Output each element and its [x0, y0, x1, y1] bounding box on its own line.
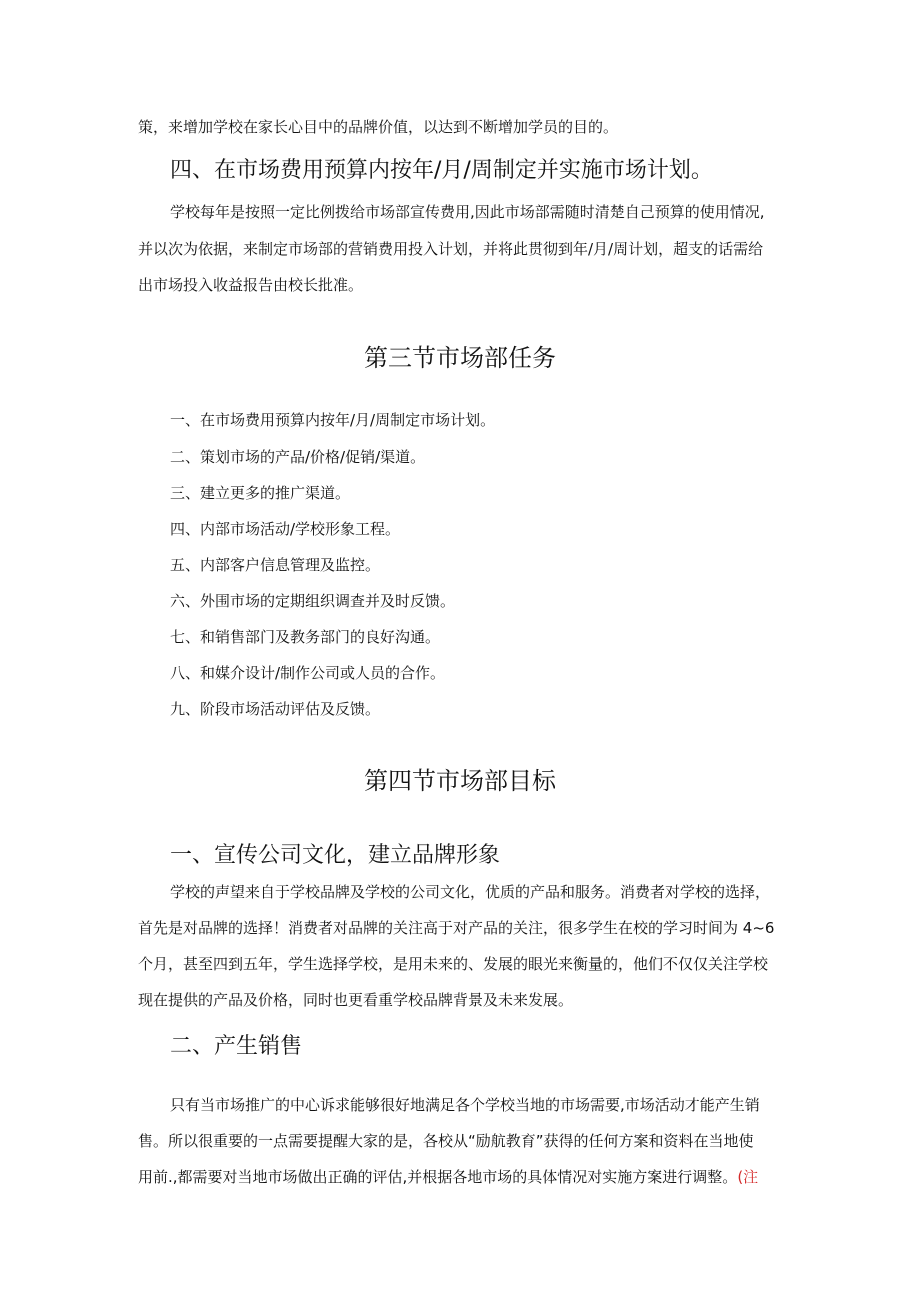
paragraph-line: 个月，甚至四到五年，学生选择学校，是用未来的、发展的眼光来衡量的，他们不仅仅关注学校: [138, 955, 769, 973]
list-item: 六、外围市场的定期组织调查并及时反馈。: [170, 592, 456, 610]
list-item: 五、内部客户信息管理及监控。: [170, 556, 381, 574]
paragraph-line: 学校每年是按照一定比例拨给市场部宣传费用,因此市场部需随时清楚自己预算的使用情况,: [170, 203, 765, 221]
paragraph-line: [138, 1166, 758, 1188]
list-item: 九、阶段市场活动评估及反馈。: [170, 700, 381, 718]
note-fragment: (注: [737, 1168, 759, 1186]
list-item: 三、建立更多的推广渠道。: [170, 484, 351, 502]
goal-heading: 二、产生销售: [170, 1034, 303, 1059]
subsection-heading: 四、在市场费用预算内按年/月/周制定并实施市场计划。: [170, 158, 713, 183]
list-item: 四、内部市场活动/学校形象工程。: [170, 520, 401, 538]
paragraph-text: 用前.,都需要对当地市场做出正确的评估,并根据各地市场的具体情况对实施方案进行调整。: [138, 1168, 738, 1186]
paragraph-line: 学校的声望来自于学校品牌及学校的公司文化，优质的产品和服务。消费者对学校的选择，: [170, 883, 771, 901]
paragraph-line: 首先是对品牌的选择！消费者对品牌的关注高于对产品的关注，很多学生在校的学习时间为 4~6: [138, 919, 775, 937]
section-title: 第三节市场部任务: [364, 344, 556, 372]
paragraph-line: 并以次为依据，来制定市场部的营销费用投入计划，并将此贯彻到年/月/周计划，超支的话需给: [138, 240, 764, 258]
list-item: 二、策划市场的产品/价格/促销/渠道。: [170, 448, 426, 466]
list-item: 一、在市场费用预算内按年/月/周制定市场计划。: [170, 411, 496, 429]
section-title: 第四节市场部目标: [364, 767, 556, 795]
list-item: 八、和媒介设计/制作公司或人员的合作。: [170, 664, 446, 682]
paragraph-line: 只有当市场推广的中心诉求能够很好地满足各个学校当地的市场需要,市场活动才能产生销: [170, 1096, 760, 1114]
paragraph-line: 出市场投入收益报告由校长批准。: [138, 276, 364, 294]
paragraph-line: 策，来增加学校在家长心目中的品牌价值，以达到不断增加学员的目的。: [138, 118, 619, 136]
paragraph-line: 售。所以很重要的一点需要提醒大家的是，各校从“励航教育”获得的任何方案和资料在当地使: [138, 1132, 754, 1150]
list-item: 七、和销售部门及教务部门的良好沟通。: [170, 628, 441, 646]
paragraph-line: 现在提供的产品及价格，同时也更看重学校品牌背景及未来发展。: [138, 991, 574, 1009]
goal-heading: 一、宣传公司文化，建立品牌形象: [170, 843, 501, 868]
